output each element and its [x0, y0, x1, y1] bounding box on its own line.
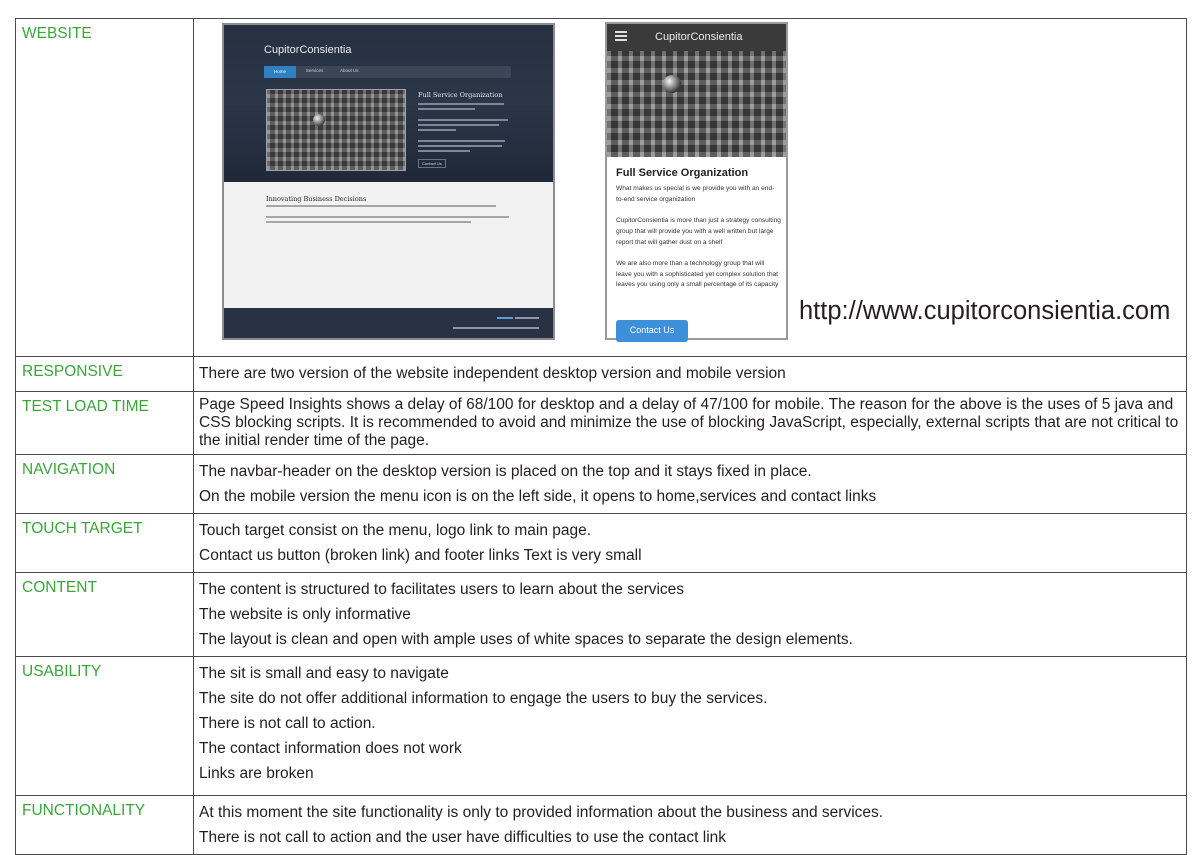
mobile-heading: Full Service Organization [616, 167, 749, 179]
mobile-paragraph: CupitorConsientia is more than just a strategy consulting group that will provide you with a well written but large report that will gather dust on a shelf [616, 217, 781, 246]
row-content [16, 573, 1187, 657]
mobile-paragraph: We are also more than a technology group that will leave you with a sophisticated yet complex solution that leaves you using only a small percentage of its capacity [616, 259, 779, 289]
row-load-time [16, 392, 1187, 455]
row-line: Contact us button (broken link) and footer links Text is very small [199, 547, 642, 564]
desktop-section-text [266, 205, 516, 226]
website-screenshots [194, 19, 1187, 357]
row-line: The website is only informative [199, 606, 411, 623]
website-url: http://www.cupitorconsientia.com [799, 297, 1171, 325]
desktop-section-title: Innovating Business Decisions [266, 195, 367, 203]
mobile-hero-image [607, 51, 786, 157]
desktop-logo: CupitorConsientia [264, 44, 352, 56]
row-label: RESPONSIVE [16, 357, 194, 392]
review-table [15, 18, 1187, 855]
row-line: Touch target consist on the menu, logo link to main page. [199, 522, 592, 539]
row-navigation [16, 455, 1187, 514]
row-line: There are two version of the website independent desktop version and mobile version [199, 365, 786, 382]
row-line: On the mobile version the menu icon is on the left side, it opens to home,services and contact links [199, 488, 877, 505]
row-text [194, 573, 1187, 657]
mobile-paragraph: What makes us special is we provide you with an end-to-end service organization [616, 185, 775, 203]
hamburger-menu-icon [615, 31, 627, 43]
row-label: NAVIGATION [16, 455, 194, 514]
row-label: WEBSITE [16, 19, 194, 357]
row-text [194, 357, 1187, 392]
row-line: The content is structured to facilitates users to learn about the services [199, 581, 685, 598]
row-line: There is not call to action and the user have difficulties to use the contact link [199, 829, 727, 846]
row-line: The contact information does not work [199, 740, 462, 757]
row-responsive [16, 357, 1187, 392]
desktop-nav-about: About Us [340, 68, 359, 73]
mobile-header [607, 24, 786, 51]
row-line: At this moment the site functionality is only to provided information about the business and services. [199, 804, 884, 821]
desktop-navbar [264, 66, 511, 78]
row-label: USABILITY [16, 657, 194, 796]
row-line: Links are broken [199, 765, 314, 782]
row-line: The sit is small and easy to navigate [199, 665, 449, 682]
row-line: The navbar-header on the desktop version is placed on the top and it stays fixed in place. [199, 463, 812, 480]
desktop-footer [224, 308, 553, 338]
desktop-nav-home: Home [264, 66, 296, 78]
mobile-body-text [616, 184, 781, 302]
row-website [16, 19, 1187, 357]
row-label: FUNCTIONALITY [16, 796, 194, 855]
row-usability [16, 657, 1187, 796]
row-text [194, 392, 1187, 455]
mobile-logo: CupitorConsientia [655, 31, 743, 43]
row-text [194, 796, 1187, 855]
desktop-nav-services: Services [306, 68, 324, 73]
desktop-hero-title: Full Service Organization [418, 91, 503, 99]
row-line: There is not call to action. [199, 715, 376, 732]
mobile-screenshot [605, 22, 788, 340]
row-label: CONTENT [16, 573, 194, 657]
desktop-hero-text [418, 103, 513, 155]
row-text [194, 514, 1187, 573]
row-label: TEST LOAD TIME [16, 392, 194, 455]
row-functionality [16, 796, 1187, 855]
desktop-hero-image [266, 89, 406, 171]
desktop-screenshot [222, 23, 555, 340]
row-text [194, 657, 1187, 796]
row-line: The layout is clean and open with ample uses of white spaces to separate the design elements. [199, 631, 853, 648]
row-text [194, 455, 1187, 514]
row-line: Page Speed Insights shows a delay of 68/100 for desktop and a delay of 47/100 for mobile. The reason for the above is the uses of 5 java and CSS blocking scripts. It is recommended to avoid and minimize the use of blocking JavaScript, especially, external scripts that are not critical to the initial render time of the page. [199, 396, 1179, 449]
desktop-contact-button: Contact Us [418, 159, 446, 168]
row-line: The site do not offer additional information to engage the users to buy the services. [199, 690, 768, 707]
row-label: TOUCH TARGET [16, 514, 194, 573]
mobile-contact-button: Contact Us [616, 320, 688, 342]
row-touch-target [16, 514, 1187, 573]
